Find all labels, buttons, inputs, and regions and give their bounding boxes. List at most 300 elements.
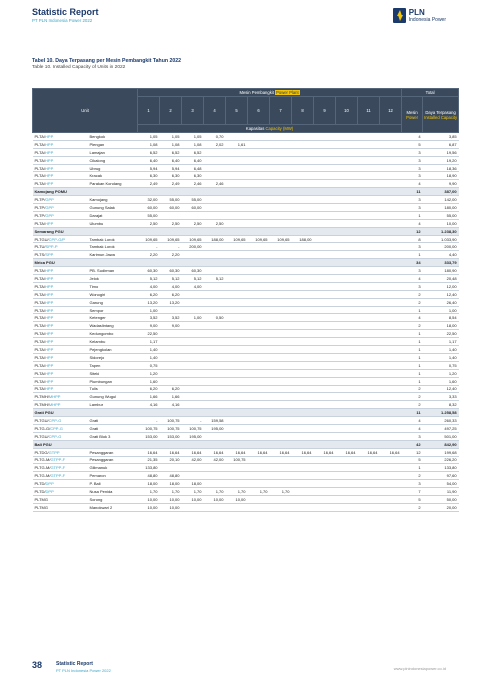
capacity-cell bbox=[204, 480, 226, 488]
unit-location: Timo bbox=[88, 282, 138, 290]
capacity-cell: 5,12 bbox=[138, 275, 160, 283]
capacity-cell bbox=[336, 330, 358, 338]
report-subtitle: PT PLN Indonesia Power 2022 bbox=[32, 18, 93, 23]
capacity-cell bbox=[270, 306, 292, 314]
machine-count: 3 bbox=[402, 243, 423, 251]
capacity-cell bbox=[226, 503, 248, 511]
capacity-cell: 1,20 bbox=[138, 369, 160, 377]
logo-line1: PLN bbox=[408, 7, 425, 17]
table-row bbox=[33, 448, 459, 456]
capacity-cell bbox=[314, 148, 336, 156]
capacity-cell bbox=[358, 369, 380, 377]
capacity-cell: 10,00 bbox=[138, 495, 160, 503]
capacity-cell: 48,80 bbox=[160, 472, 182, 480]
capacity-cell bbox=[336, 464, 358, 472]
unit-type: PLTMH/MHPP bbox=[33, 401, 88, 409]
capacity-cell bbox=[358, 243, 380, 251]
capacity-cell: 109,65 bbox=[226, 235, 248, 243]
capacity-cell: 60,00 bbox=[160, 204, 182, 212]
capacity-cell bbox=[380, 377, 402, 385]
capacity-cell bbox=[182, 251, 204, 259]
capacity-cell bbox=[292, 314, 314, 322]
capacity-cell: 60,30 bbox=[138, 267, 160, 275]
capacity-cell: 10,00 bbox=[182, 495, 204, 503]
capacity-cell bbox=[380, 472, 402, 480]
capacity-cell: 1,05 bbox=[160, 133, 182, 141]
capacity-cell bbox=[270, 196, 292, 204]
capacity-cell bbox=[292, 346, 314, 354]
capacity-cell bbox=[204, 432, 226, 440]
capacity-cell bbox=[358, 353, 380, 361]
installed-capacity: 12,00 bbox=[423, 282, 459, 290]
capacity-cell bbox=[380, 235, 402, 243]
installed-capacity: 50,00 bbox=[423, 495, 459, 503]
capacity-cell bbox=[204, 211, 226, 219]
capacity-cell: 159,58 bbox=[204, 417, 226, 425]
installed-capacity: 200,00 bbox=[423, 243, 459, 251]
capacity-cell: 16,64 bbox=[138, 448, 160, 456]
col-header: 6 bbox=[248, 97, 270, 125]
daya-header: Daya Terpasang Installed Capacity bbox=[423, 97, 459, 133]
capacity-cell: 195,00 bbox=[204, 424, 226, 432]
table-row bbox=[33, 480, 459, 488]
capacity-cell bbox=[380, 464, 402, 472]
capacity-cell bbox=[248, 361, 270, 369]
unit-type: PLTA/HPP bbox=[33, 275, 88, 283]
unit-location: Grati Blok 3 bbox=[88, 432, 138, 440]
capacity-cell: 153,00 bbox=[138, 432, 160, 440]
unit-location: Lambur bbox=[88, 401, 138, 409]
capacity-cell bbox=[182, 464, 204, 472]
unit-location: Kelambu bbox=[88, 338, 138, 346]
installed-capacity: 226,20 bbox=[423, 456, 459, 464]
capacity-cell: 4,16 bbox=[160, 401, 182, 409]
capacity-cell: 20,10 bbox=[160, 456, 182, 464]
capacity-cell bbox=[336, 148, 358, 156]
unit-location: Pesanggaran bbox=[88, 448, 138, 456]
capacity-cell bbox=[226, 282, 248, 290]
capacity-cell bbox=[182, 369, 204, 377]
capacity-cell: 0,75 bbox=[138, 361, 160, 369]
unit-location: Sorong bbox=[88, 495, 138, 503]
capacity-cell bbox=[270, 385, 292, 393]
table-row bbox=[33, 377, 459, 385]
capacity-cell bbox=[336, 140, 358, 148]
capacity-cell bbox=[292, 456, 314, 464]
machine-count: 11 bbox=[402, 409, 423, 417]
capacity-cell bbox=[248, 196, 270, 204]
unit-location: Bengkok bbox=[88, 133, 138, 141]
unit-location: Tulis bbox=[88, 385, 138, 393]
machine-count: 4 bbox=[402, 133, 423, 141]
table-row bbox=[33, 432, 459, 440]
capacity-cell bbox=[270, 338, 292, 346]
capacity-cell: - bbox=[182, 417, 204, 425]
capacity-cell bbox=[204, 338, 226, 346]
capacity-cell bbox=[204, 464, 226, 472]
capacity-cell bbox=[336, 456, 358, 464]
capacity-cell bbox=[226, 330, 248, 338]
capacity-cell bbox=[270, 275, 292, 283]
capacity-cell bbox=[226, 417, 248, 425]
unit-type: PLTA/HPP bbox=[33, 164, 88, 172]
capacity-cell bbox=[248, 298, 270, 306]
capacity-cell bbox=[358, 314, 380, 322]
capacity-cell: 6,20 bbox=[138, 385, 160, 393]
capacity-cell bbox=[336, 488, 358, 496]
installed-capacity: 1,60 bbox=[423, 377, 459, 385]
unit-location: Siteki bbox=[88, 369, 138, 377]
capacity-cell bbox=[336, 290, 358, 298]
installed-capacity: 1,17 bbox=[423, 338, 459, 346]
unit-type: PLTG-M/GTPP-F bbox=[33, 472, 88, 480]
unit-location: Gilimanuk bbox=[88, 464, 138, 472]
machine-count: 5 bbox=[402, 140, 423, 148]
capacity-cell bbox=[292, 393, 314, 401]
capacity-cell: 6,40 bbox=[182, 156, 204, 164]
machine-count: 34 bbox=[402, 259, 423, 267]
machine-count: 4 bbox=[402, 424, 423, 432]
capacity-cell bbox=[292, 338, 314, 346]
capacity-cell bbox=[248, 503, 270, 511]
capacity-cell bbox=[204, 282, 226, 290]
capacity-cell bbox=[358, 164, 380, 172]
col-header: 4 bbox=[204, 97, 226, 125]
capacity-cell bbox=[226, 133, 248, 141]
capacity-cell bbox=[314, 432, 336, 440]
capacity-cell bbox=[380, 251, 402, 259]
capacity-cell bbox=[336, 377, 358, 385]
unit-location: Cikalong bbox=[88, 156, 138, 164]
capacity-cell bbox=[336, 322, 358, 330]
unit-type: PLTS/SPP bbox=[33, 251, 88, 259]
group-row bbox=[33, 188, 459, 196]
capacity-cell bbox=[380, 156, 402, 164]
capacity-cell bbox=[314, 156, 336, 164]
capacity-cell bbox=[204, 290, 226, 298]
capacity-cell bbox=[226, 219, 248, 227]
capacity-cell bbox=[270, 322, 292, 330]
capacity-cell: 1,00 bbox=[138, 306, 160, 314]
unit-location: Wadaslintang bbox=[88, 322, 138, 330]
capacity-cell bbox=[336, 393, 358, 401]
capacity-cell: 10,00 bbox=[204, 495, 226, 503]
capacity-cell bbox=[248, 495, 270, 503]
capacity-cell bbox=[160, 369, 182, 377]
capacity-cell bbox=[380, 140, 402, 148]
capacity-cell bbox=[182, 306, 204, 314]
capacity-cell bbox=[314, 401, 336, 409]
capacity-cell bbox=[292, 385, 314, 393]
capacity-cell bbox=[226, 211, 248, 219]
capacity-cell bbox=[314, 251, 336, 259]
table-row bbox=[33, 361, 459, 369]
capacity-cell bbox=[292, 298, 314, 306]
capacity-cell: 2,02 bbox=[204, 140, 226, 148]
page-number: 38 bbox=[32, 660, 43, 670]
capacity-cell bbox=[248, 456, 270, 464]
installed-capacity: 180,90 bbox=[423, 267, 459, 275]
capacity-cell bbox=[358, 275, 380, 283]
capacity-cell bbox=[336, 156, 358, 164]
capacity-cell bbox=[292, 275, 314, 283]
capacity-cell bbox=[292, 251, 314, 259]
unit-type: PLTA/HPP bbox=[33, 290, 88, 298]
capacity-cell bbox=[380, 180, 402, 188]
capacity-cell bbox=[336, 133, 358, 141]
unit-type: PLTDG/GTPP bbox=[33, 448, 88, 456]
table-row bbox=[33, 219, 459, 227]
capacity-cell: 18,00 bbox=[182, 480, 204, 488]
capacity-cell: 2,50 bbox=[182, 219, 204, 227]
installed-capacity: 97,60 bbox=[423, 472, 459, 480]
capacity-cell: 0,50 bbox=[204, 314, 226, 322]
unit-location: Darajat bbox=[88, 211, 138, 219]
capacity-cell bbox=[358, 148, 380, 156]
capacity-cell bbox=[314, 267, 336, 275]
capacity-cell bbox=[292, 361, 314, 369]
capacity-cell bbox=[160, 338, 182, 346]
capacity-cell: 21,35 bbox=[138, 456, 160, 464]
capacity-cell bbox=[226, 464, 248, 472]
unit-location: Karimun Jawa bbox=[88, 251, 138, 259]
mesin-total-header: Mesin Power bbox=[402, 97, 423, 133]
capacity-cell: 55,00 bbox=[138, 211, 160, 219]
machine-count: 42 bbox=[402, 440, 423, 448]
capacity-cell: 22,50 bbox=[138, 330, 160, 338]
machine-count: 3 bbox=[402, 432, 423, 440]
machine-count: 4 bbox=[402, 219, 423, 227]
capacity-cell bbox=[380, 338, 402, 346]
machine-count: 2 bbox=[402, 472, 423, 480]
capacity-cell bbox=[248, 322, 270, 330]
capacity-cell bbox=[314, 417, 336, 425]
capacity-cell bbox=[380, 290, 402, 298]
capacity-cell bbox=[270, 164, 292, 172]
capacity-cell bbox=[226, 243, 248, 251]
capacity-cell bbox=[380, 243, 402, 251]
table-row bbox=[33, 346, 459, 354]
capacity-cell: 6,48 bbox=[182, 164, 204, 172]
installed-capacity: 19,20 bbox=[423, 156, 459, 164]
capacity-cell: 109,65 bbox=[182, 235, 204, 243]
capacity-cell: 9,00 bbox=[138, 322, 160, 330]
capacity-cell bbox=[358, 385, 380, 393]
capacity-cell bbox=[226, 472, 248, 480]
capacity-cell bbox=[292, 417, 314, 425]
machine-count: 1 bbox=[402, 369, 423, 377]
machine-count: 1 bbox=[402, 330, 423, 338]
capacity-cell bbox=[292, 472, 314, 480]
unit-type: PLTA/HPP bbox=[33, 369, 88, 377]
unit-location: Gunung Wugul bbox=[88, 393, 138, 401]
capacity-cell: 109,65 bbox=[160, 235, 182, 243]
capacity-cell: 4,00 bbox=[182, 282, 204, 290]
table-row bbox=[33, 148, 459, 156]
col-header: 11 bbox=[358, 97, 380, 125]
capacity-cell bbox=[358, 133, 380, 141]
capacity-cell: 55,00 bbox=[160, 196, 182, 204]
capacity-cell bbox=[358, 322, 380, 330]
capacity-cell bbox=[380, 503, 402, 511]
capacity-cell bbox=[160, 346, 182, 354]
table-row bbox=[33, 235, 459, 243]
capacity-cell bbox=[314, 369, 336, 377]
installed-capacity: 0,75 bbox=[423, 361, 459, 369]
unit-type: PLTA/HPP bbox=[33, 361, 88, 369]
capacity-cell bbox=[358, 204, 380, 212]
capacity-cell bbox=[292, 164, 314, 172]
capacity-cell bbox=[292, 172, 314, 180]
capacity-cell: 6,30 bbox=[138, 172, 160, 180]
installed-capacity: 497,25 bbox=[423, 424, 459, 432]
machine-count: 2 bbox=[402, 385, 423, 393]
capacity-cell bbox=[336, 235, 358, 243]
capacity-cell: 42,00 bbox=[204, 456, 226, 464]
unit-location: Pejengkolan bbox=[88, 346, 138, 354]
capacity-cell bbox=[204, 267, 226, 275]
installed-capacity: 1.238,30 bbox=[423, 227, 459, 235]
capacity-cell bbox=[380, 148, 402, 156]
capacity-cell: 10,00 bbox=[160, 503, 182, 511]
capacity-cell bbox=[226, 353, 248, 361]
capacity-cell bbox=[380, 196, 402, 204]
table-row bbox=[33, 306, 459, 314]
capacity-cell bbox=[182, 393, 204, 401]
capacity-cell bbox=[314, 393, 336, 401]
capacity-cell bbox=[226, 164, 248, 172]
unit-location: Ketenger bbox=[88, 314, 138, 322]
capacity-cell bbox=[336, 495, 358, 503]
capacity-cell: 16,64 bbox=[226, 448, 248, 456]
capacity-cell bbox=[292, 480, 314, 488]
capacity-cell: 2,49 bbox=[138, 180, 160, 188]
unit-type: PLTG-M/GTPP-F bbox=[33, 464, 88, 472]
machine-count: 3 bbox=[402, 156, 423, 164]
unit-type: PLTP/GPP bbox=[33, 211, 88, 219]
capacity-cell bbox=[226, 156, 248, 164]
capacity-cell: 1,66 bbox=[138, 393, 160, 401]
capacity-cell bbox=[380, 275, 402, 283]
capacity-cell bbox=[204, 148, 226, 156]
unit-header: Unit bbox=[33, 89, 138, 133]
capacity-cell bbox=[248, 369, 270, 377]
table-row bbox=[33, 211, 459, 219]
capacity-cell bbox=[314, 204, 336, 212]
installed-capacity: 9,90 bbox=[423, 180, 459, 188]
capacity-cell bbox=[358, 361, 380, 369]
capacity-cell bbox=[314, 456, 336, 464]
group-name: Mrica PGU bbox=[33, 259, 402, 267]
capacity-cell: 188,00 bbox=[292, 235, 314, 243]
capacity-cell bbox=[248, 393, 270, 401]
table-row bbox=[33, 267, 459, 275]
table-row bbox=[33, 464, 459, 472]
capacity-cell bbox=[270, 133, 292, 141]
capacity-cell bbox=[336, 282, 358, 290]
table-row bbox=[33, 290, 459, 298]
capacity-cell bbox=[336, 180, 358, 188]
capacity-cell bbox=[314, 140, 336, 148]
unit-location: Manokwari 2 bbox=[88, 503, 138, 511]
capacity-cell bbox=[358, 235, 380, 243]
capacity-cell bbox=[358, 180, 380, 188]
capacity-cell bbox=[204, 353, 226, 361]
unit-location: P. Bali bbox=[88, 480, 138, 488]
table-row bbox=[33, 196, 459, 204]
installed-capacity: 12,40 bbox=[423, 385, 459, 393]
installed-capacity: 3,33 bbox=[423, 393, 459, 401]
capacity-cell bbox=[292, 180, 314, 188]
unit-type: PLTGU/CPP-G bbox=[33, 417, 88, 425]
capacity-cell bbox=[380, 385, 402, 393]
capacity-cell: 16,64 bbox=[292, 448, 314, 456]
capacity-cell bbox=[380, 353, 402, 361]
capacity-cell bbox=[336, 164, 358, 172]
capacity-cell: 200,00 bbox=[182, 243, 204, 251]
capacity-cell bbox=[182, 353, 204, 361]
capacity-cell bbox=[292, 211, 314, 219]
capacity-cell: 100,75 bbox=[138, 424, 160, 432]
capacity-cell bbox=[358, 219, 380, 227]
group-name: Kamojang POMU bbox=[33, 188, 402, 196]
capacity-cell bbox=[182, 401, 204, 409]
capacity-cell bbox=[314, 480, 336, 488]
capacity-cell: - bbox=[138, 417, 160, 425]
table-row bbox=[33, 472, 459, 480]
capacity-cell bbox=[292, 464, 314, 472]
capacity-cell bbox=[380, 417, 402, 425]
capacity-cell: 60,30 bbox=[160, 267, 182, 275]
capacity-cell bbox=[160, 361, 182, 369]
capacity-cell bbox=[380, 219, 402, 227]
col-header: 5 bbox=[226, 97, 248, 125]
capacity-cell bbox=[314, 235, 336, 243]
capacity-cell bbox=[292, 401, 314, 409]
capacity-cell bbox=[336, 211, 358, 219]
unit-type: PLTA/HPP bbox=[33, 180, 88, 188]
capacity-cell: 1,70 bbox=[182, 488, 204, 496]
capacity-cell bbox=[248, 338, 270, 346]
capacity-cell bbox=[358, 488, 380, 496]
capacity-cell bbox=[358, 503, 380, 511]
capacity-cell: 55,00 bbox=[182, 196, 204, 204]
machine-count: 2 bbox=[402, 322, 423, 330]
capacity-cell bbox=[204, 251, 226, 259]
capacity-cell bbox=[160, 353, 182, 361]
capacity-cell: 6,30 bbox=[182, 172, 204, 180]
capacity-cell bbox=[270, 172, 292, 180]
unit-type: PLTA/HPP bbox=[33, 314, 88, 322]
table-row bbox=[33, 243, 459, 251]
capacity-cell bbox=[358, 346, 380, 354]
capacity-cell: 32,00 bbox=[138, 196, 160, 204]
col-header: 9 bbox=[314, 97, 336, 125]
capacity-cell bbox=[380, 172, 402, 180]
capacity-cell: 6,40 bbox=[160, 156, 182, 164]
table-caption-id: Tabel 10. Daya Terpasang per Mesin Pembangkit Tahun 2022 bbox=[32, 58, 182, 64]
capacity-cell bbox=[270, 298, 292, 306]
table-row bbox=[33, 393, 459, 401]
capacity-cell bbox=[336, 275, 358, 283]
capacity-cell bbox=[314, 322, 336, 330]
capacity-cell: 60,30 bbox=[182, 267, 204, 275]
capacity-cell bbox=[358, 211, 380, 219]
machine-count: 1 bbox=[402, 346, 423, 354]
capacity-cell bbox=[226, 480, 248, 488]
machine-count: 8 bbox=[402, 235, 423, 243]
capacity-cell: 10,00 bbox=[160, 495, 182, 503]
